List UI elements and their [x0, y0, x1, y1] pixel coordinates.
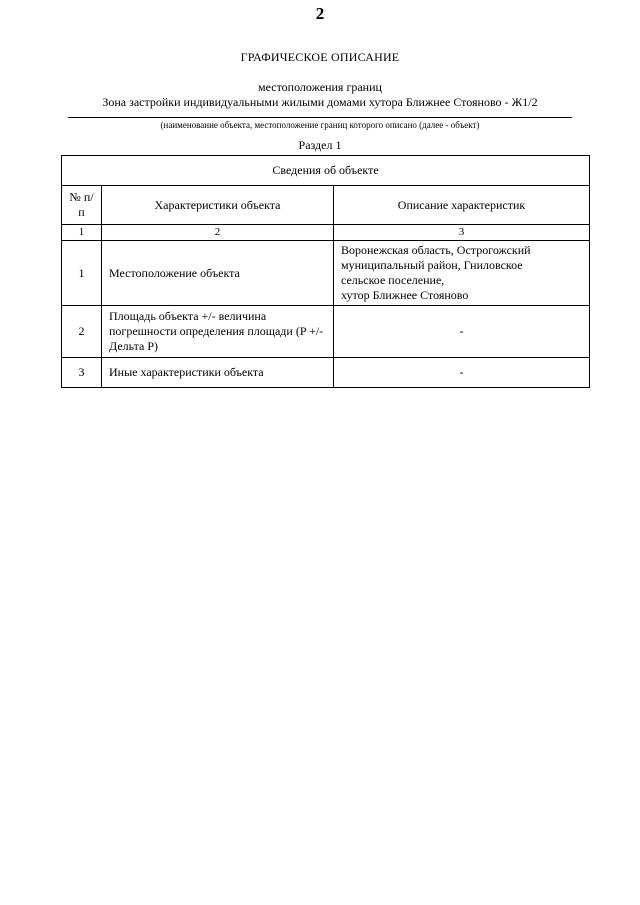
section-label: Раздел 1 [298, 138, 342, 152]
column-number: 1 [62, 225, 102, 241]
row-characteristic: Иные характеристики объекта [102, 358, 334, 388]
table-row [62, 358, 590, 388]
object-caption: (наименование объекта, местоположение границ которого описано (далее - объект) [160, 120, 480, 130]
underline-rule [68, 117, 572, 118]
column-number: 2 [102, 225, 334, 241]
column-header-num: № п/п [62, 186, 102, 225]
description-line: сельское поселение, [341, 273, 445, 287]
column-numbers-row [62, 225, 590, 241]
column-number: 3 [334, 225, 590, 241]
description-line: Воронежская область, Острогожский [341, 243, 531, 257]
row-number: 3 [62, 358, 102, 388]
document-subtitle: местоположения границ [258, 80, 382, 94]
table-header-row [62, 156, 590, 186]
column-header-description: Описание характеристик [334, 186, 590, 225]
object-name: Зона застройки индивидуальными жилыми домами хутора Ближнее Стояново - Ж1/2 [102, 95, 538, 109]
column-headers-row [62, 186, 590, 225]
row-description: - [334, 306, 590, 358]
table-header: Сведения об объекте [62, 156, 590, 186]
table-row [62, 306, 590, 358]
row-characteristic: Местоположение объекта [102, 241, 334, 306]
row-description [334, 241, 590, 306]
row-number: 2 [62, 306, 102, 358]
column-header-characteristic: Характеристики объекта [102, 186, 334, 225]
row-number: 1 [62, 241, 102, 306]
row-characteristic: Площадь объекта +/- величина погрешности определения площади (P +/- Дельта P) [102, 306, 334, 358]
object-info-table [61, 155, 590, 388]
page-number: 2 [315, 4, 325, 23]
document-title: ГРАФИЧЕСКОЕ ОПИСАНИЕ [240, 50, 400, 64]
description-line: муниципальный район, Гниловское [341, 258, 523, 272]
row-description: - [334, 358, 590, 388]
table-row [62, 241, 590, 306]
description-line: хутор Ближнее Стояново [341, 288, 469, 302]
